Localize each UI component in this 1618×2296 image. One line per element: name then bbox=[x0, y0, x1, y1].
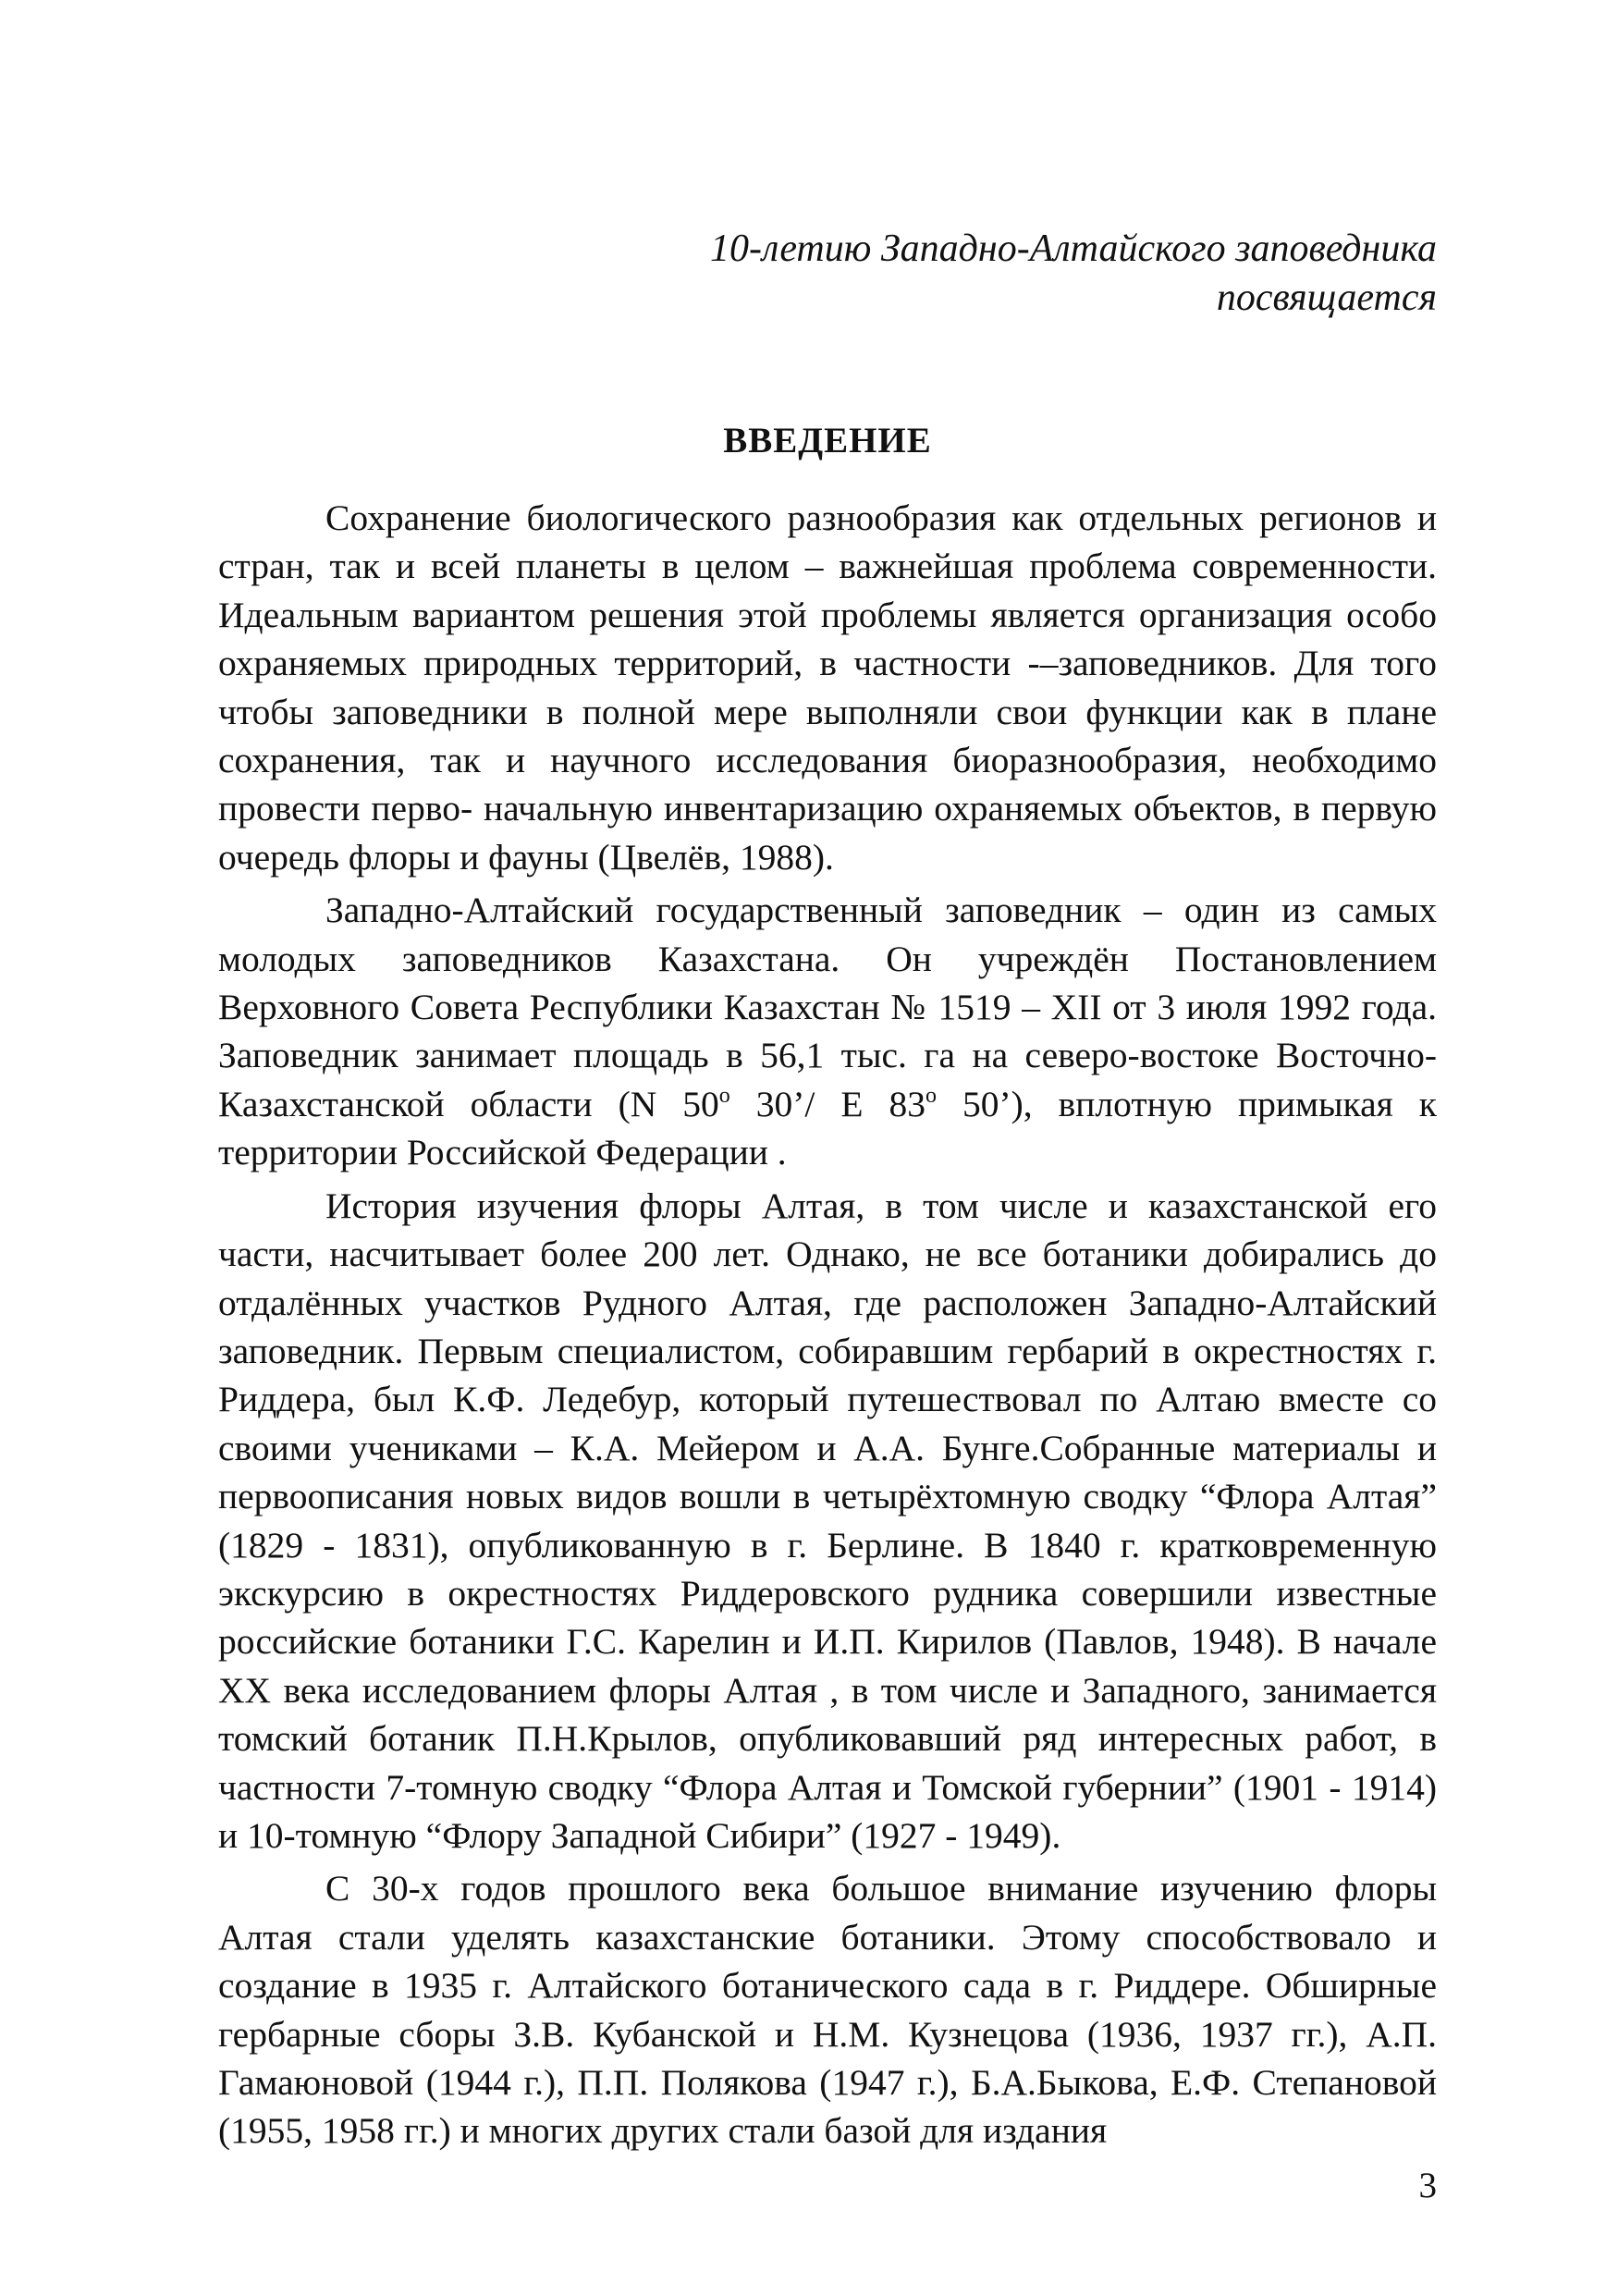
paragraph-2 bbox=[218, 886, 1437, 1176]
degree-superscript-2: о bbox=[925, 1083, 937, 1108]
dedication-line-1: 10-летию Западно-Алтайского заповедника bbox=[709, 227, 1437, 270]
page-number: 3 bbox=[1418, 2166, 1437, 2205]
degree-superscript-1: о bbox=[718, 1083, 730, 1108]
paragraph-3: История изучения флоры Алтая, в том числе и казахстанской его части, насчитывает более 200 лет. Однако, не все ботаники добирались до отдалённых участков Рудного Алтая, где расположен Западно-Алтайский заповедник. Первым специалистом, собиравшим гербарий в окрестностях г. Риддера, был К.Ф. Ледебур, который путешествовал по Алтаю вместе со своими учениками – К.А. Мейером и А.А. Бунге.Собранные материалы и первоописания новых видов вошли в четырёхтомную сводку “Флора Алтая” (1829 - 1831), опубликованную в г. Берлине. В 1840 г. кратковременную экскурсию в окрестностях Риддеровского рудника совершили известные российские ботаники Г.С. Карелин и И.П. Кирилов (Павлов, 1948). В начале XX века исследованием флоры Алтая , в том числе и Западного, занимается томский ботаник П.Н.Крылов, опубликовавший ряд интересных работ, в частности 7-томную сводку “Флора Алтая и Томской губернии” (1901 - 1914) и 10-томную “Флору Западной Сибири” (1927 - 1949). bbox=[218, 1185, 1437, 1856]
paragraph-2-text-b: 30’/ E 83 bbox=[729, 1083, 925, 1124]
dedication bbox=[218, 225, 1437, 323]
body-text bbox=[218, 494, 1437, 2155]
paragraph-2-text-a: Западно-Алтайский государственный заповедник – один из самых молодых заповедников Казахстана. Он учреждён Постановлением Верховного Совета Республики Казахстан № 1519 – XII от 3 июля 1992 года. Заповедник занимает площадь в 56,1 тыс. га на северо-востоке Восточно-Казахстанской области (N 50 bbox=[218, 890, 1437, 1124]
paragraph-4: С 30-х годов прошлого века большое внимание изучению флоры Алтая стали уделять казахстанские ботаники. Этому способствовало и создание в 1935 г. Алтайского ботанического сада в г. Риддере. Обширные гербарные сборы З.В. Кубанской и Н.М. Кузнецова (1936, 1937 гг.), А.П. Гамаюновой (1944 г.), П.П. Полякова (1947 г.), Б.А.Быкова, Е.Ф. Степановой (1955, 1958 гг.) и многих других стали базой для издания bbox=[218, 1868, 1437, 2152]
dedication-line-2: посвящается bbox=[1216, 276, 1437, 319]
section-heading: ВВЕДЕНИЕ bbox=[723, 421, 932, 460]
paragraph-2-text-c: 50’), вплотную примыкая к территории Российской Федерации . bbox=[218, 1083, 1437, 1173]
paragraph-1: Сохранение биологического разнообразия как отдельных регионов и стран, так и всей планеты в целом – важнейшая проблема современности. Идеальным вариантом решения этой проблемы является организация особо охраняемых природных территорий, в частности -–заповедников. Для того чтобы заповедники в полной мере выполняли свои функции как в плане сохранения, так и научного исследования биоразнообразия, необходимо провести перво- начальную инвентаризацию охраняемых объектов, в первую очередь флоры и фауны (Цвелёв, 1988). bbox=[218, 497, 1437, 878]
